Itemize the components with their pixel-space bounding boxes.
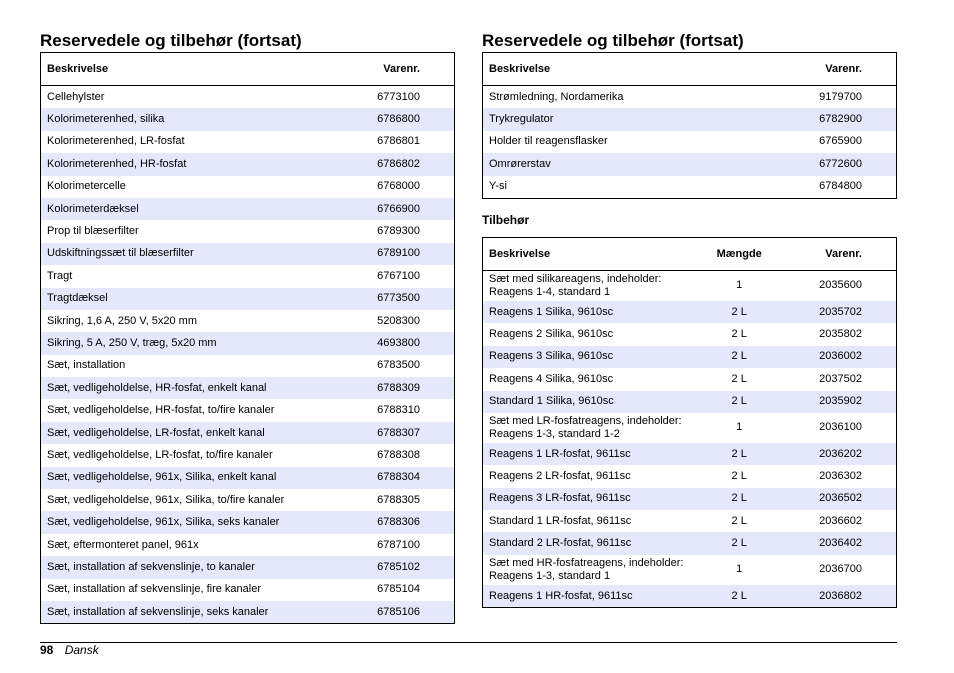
row-item-no: 2036502 <box>781 488 897 510</box>
table-row <box>41 86 455 109</box>
footer-rule <box>40 642 897 643</box>
row-item-no: 2035902 <box>781 391 897 413</box>
row-quantity: 1 <box>736 279 743 292</box>
table-row <box>483 108 897 130</box>
row-description <box>483 585 698 608</box>
table-row <box>41 556 455 578</box>
row-description-line1: Reagens 2 Silika, 9610sc <box>489 328 614 341</box>
header-description: Beskrivelse <box>483 53 806 86</box>
table-row <box>41 332 455 354</box>
table-header-row <box>41 53 455 86</box>
left-column <box>40 30 455 624</box>
row-description <box>483 532 698 554</box>
row-item-no: 2035802 <box>819 328 862 341</box>
row-item-no: 2036700 <box>819 563 862 576</box>
row-item-no: 6784800 <box>819 180 862 193</box>
row-quantity: 2 L <box>731 372 747 385</box>
row-description: Sæt, vedligeholdelse, 961x, Silika, to/fire kanaler <box>47 493 285 506</box>
row-item-no: 6788309 <box>363 377 454 399</box>
row-quantity: 1 <box>736 563 743 576</box>
row-quantity: 2 L <box>698 585 781 608</box>
row-item-no: 2037502 <box>819 372 862 385</box>
row-item-no: 6788307 <box>363 422 454 444</box>
row-description <box>483 510 698 532</box>
accessories-heading: Tilbehør <box>482 212 530 227</box>
table-row <box>41 467 455 489</box>
row-item-no: 6773100 <box>377 90 420 103</box>
table-row <box>483 413 897 443</box>
table-row <box>483 443 897 465</box>
row-item-no: 4693800 <box>363 332 454 354</box>
row-description <box>483 413 698 443</box>
table-row <box>41 579 455 601</box>
table-row <box>41 355 455 377</box>
row-description-line1: Standard 2 LR-fosfat, 9611sc <box>489 537 632 550</box>
row-description-line2: Reagens 1-3, standard 1 <box>489 569 611 582</box>
row-item-no: 6773500 <box>363 288 454 310</box>
row-description: Kolorimeterdæksel <box>41 198 364 220</box>
table-row <box>41 377 455 399</box>
row-description-line1: Reagens 3 Silika, 9610sc <box>489 350 614 363</box>
row-description-line1: Reagens 1 Silika, 9610sc <box>489 305 614 318</box>
table-row <box>483 465 897 487</box>
accessories-body <box>483 270 897 607</box>
row-description: Sæt, vedligeholdelse, LR-fosfat, enkelt kanal <box>41 422 364 444</box>
row-item-no: 5208300 <box>377 314 420 327</box>
row-description <box>483 443 698 465</box>
row-description-line1: Standard 1 Silika, 9610sc <box>489 395 614 408</box>
row-item-no: 6783500 <box>377 359 420 372</box>
row-description <box>483 368 698 390</box>
row-description: Sæt, installation af sekvenslinje, fire kanaler <box>47 583 261 596</box>
table-row <box>483 510 897 532</box>
row-quantity: 2 L <box>698 488 781 510</box>
table-row <box>483 131 897 153</box>
left-page-title: Reservedele og tilbehør (fortsat) <box>40 31 302 50</box>
spare-parts-table-left <box>40 52 455 624</box>
table-row <box>41 601 455 624</box>
table-row <box>483 323 897 345</box>
page-number: 98 <box>40 643 54 657</box>
row-item-no: 6772600 <box>805 153 896 175</box>
row-item-no: 9179700 <box>819 90 862 103</box>
table-row <box>41 511 455 533</box>
row-description: Sæt, installation af sekvenslinje, to kanaler <box>41 556 364 578</box>
table-row <box>41 176 455 198</box>
row-description <box>483 555 698 585</box>
row-description: Kolorimeterenhed, LR-fosfat <box>47 135 185 148</box>
row-item-no: 6788305 <box>377 493 420 506</box>
header-quantity: Mængde <box>698 237 781 270</box>
row-item-no: 6765900 <box>819 135 862 148</box>
row-item-no: 6788308 <box>377 448 420 461</box>
row-description <box>483 346 698 368</box>
row-description <box>483 323 698 345</box>
row-item-no: 2036302 <box>819 469 862 482</box>
row-description-line2: Reagens 1-3, standard 1-2 <box>489 427 620 440</box>
row-description: Sæt, installation <box>47 359 126 372</box>
table-row <box>41 399 455 421</box>
row-quantity: 2 L <box>698 301 781 323</box>
row-item-no: 2036100 <box>819 421 862 434</box>
row-description: Kolorimeterenhed, HR-fosfat <box>41 153 364 175</box>
row-description: Tragt <box>47 269 73 282</box>
header-item-no: Varenr. <box>781 237 897 270</box>
header-item-no: Varenr. <box>805 53 896 86</box>
row-description: Sæt, vedligeholdelse, 961x, Silika, seks kanaler <box>41 511 364 533</box>
row-description: Sikring, 5 A, 250 V, træg, 5x20 mm <box>41 332 364 354</box>
footer-language: Dansk <box>64 643 99 657</box>
table-row <box>41 310 455 332</box>
table-row <box>41 153 455 175</box>
header-description: Beskrivelse <box>483 237 698 270</box>
spare-parts-right-body <box>483 86 897 199</box>
spare-parts-table-right <box>482 52 897 199</box>
table-row <box>41 422 455 444</box>
row-item-no: 2036402 <box>781 532 897 554</box>
row-item-no: 6785106 <box>363 601 454 624</box>
row-quantity: 2 L <box>698 346 781 368</box>
row-item-no: 6785104 <box>377 583 420 596</box>
row-item-no: 6788304 <box>363 467 454 489</box>
row-description: Tragtdæksel <box>41 288 364 310</box>
row-item-no: 6789300 <box>377 225 420 238</box>
table-row <box>483 176 897 199</box>
row-item-no: 6786800 <box>363 108 454 130</box>
table-header-row <box>483 237 897 270</box>
table-row <box>483 301 897 323</box>
row-item-no: 6787100 <box>377 538 420 551</box>
row-item-no: 2036002 <box>781 346 897 368</box>
row-description: Sæt, vedligeholdelse, HR-fosfat, enkelt kanal <box>41 377 364 399</box>
row-description: Sæt, vedligeholdelse, HR-fosfat, to/fire kanaler <box>47 404 275 417</box>
row-description: Prop til blæserfilter <box>47 225 139 238</box>
spare-parts-left-body <box>41 86 455 624</box>
row-description <box>483 488 698 510</box>
row-item-no: 6782900 <box>805 108 896 130</box>
row-item-no: 6768000 <box>377 180 420 193</box>
row-description <box>483 465 698 487</box>
row-description: Cellehylster <box>47 90 105 103</box>
row-description <box>483 270 698 301</box>
row-item-no: 6788306 <box>363 511 454 533</box>
accessories-table <box>482 237 897 608</box>
header-item-no: Varenr. <box>363 53 454 86</box>
header-description: Beskrivelse <box>41 53 364 86</box>
table-row <box>483 86 897 109</box>
row-description-line1: Sæt med silikareagens, indeholder: <box>489 272 662 285</box>
row-item-no: 6767100 <box>377 269 420 282</box>
row-item-no: 6789100 <box>363 243 454 265</box>
table-row <box>41 489 455 511</box>
page-footer <box>40 643 99 657</box>
row-description-line1: Reagens 1 LR-fosfat, 9611sc <box>489 447 631 460</box>
table-row <box>41 534 455 556</box>
table-row <box>41 131 455 153</box>
row-description <box>483 391 698 413</box>
right-column <box>482 30 897 608</box>
row-quantity: 2 L <box>731 328 747 341</box>
row-quantity: 1 <box>736 421 743 434</box>
row-item-no: 6788310 <box>377 404 420 417</box>
row-item-no: 2035600 <box>819 279 862 292</box>
table-row <box>41 243 455 265</box>
row-description-line1: Sæt med HR-fosfatreagens, indeholder: <box>489 556 684 569</box>
table-row <box>483 346 897 368</box>
row-item-no: 6785102 <box>363 556 454 578</box>
row-description-line1: Standard 1 LR-fosfat, 9611sc <box>489 514 632 527</box>
row-item-no: 6786801 <box>377 135 420 148</box>
row-description: Sæt, vedligeholdelse, 961x, Silika, enkelt kanal <box>41 467 364 489</box>
row-description-line1: Sæt med LR-fosfatreagens, indeholder: <box>489 414 682 427</box>
table-row <box>41 108 455 130</box>
row-item-no: 2036802 <box>781 585 897 608</box>
row-item-no: 2036602 <box>819 514 862 527</box>
row-description: Strømledning, Nordamerika <box>489 90 624 103</box>
row-quantity: 2 L <box>698 443 781 465</box>
table-row <box>483 153 897 175</box>
row-quantity: 2 L <box>731 469 747 482</box>
row-description-line1: Reagens 3 LR-fosfat, 9611sc <box>489 492 631 505</box>
table-header-row <box>483 53 897 86</box>
table-row <box>483 488 897 510</box>
table-row <box>483 555 897 585</box>
row-description: Sæt, vedligeholdelse, LR-fosfat, to/fire kanaler <box>47 448 273 461</box>
row-item-no: 2036202 <box>781 443 897 465</box>
row-description-line1: Reagens 2 LR-fosfat, 9611sc <box>489 469 631 482</box>
row-quantity: 2 L <box>698 391 781 413</box>
table-row <box>41 220 455 242</box>
row-item-no: 6786802 <box>363 153 454 175</box>
row-item-no: 6766900 <box>363 198 454 220</box>
row-description: Kolorimetercelle <box>47 180 126 193</box>
row-description: Trykregulator <box>483 108 806 130</box>
row-description <box>483 301 698 323</box>
row-description-line1: Reagens 4 Silika, 9610sc <box>489 372 614 385</box>
table-row <box>483 270 897 301</box>
table-row <box>41 444 455 466</box>
table-row <box>41 265 455 287</box>
row-description: Kolorimeterenhed, silika <box>41 108 364 130</box>
right-page-title: Reservedele og tilbehør (fortsat) <box>482 31 744 50</box>
table-row <box>41 288 455 310</box>
row-description-line2: Reagens 1-4, standard 1 <box>489 285 611 298</box>
row-quantity: 2 L <box>698 532 781 554</box>
table-row <box>41 198 455 220</box>
row-description: Sikring, 1,6 A, 250 V, 5x20 mm <box>47 314 198 327</box>
row-description: Sæt, eftermonteret panel, 961x <box>47 538 199 551</box>
table-row <box>483 391 897 413</box>
row-description: Holder til reagensflasker <box>489 135 608 148</box>
table-row <box>483 532 897 554</box>
row-description: Udskiftningssæt til blæserfilter <box>41 243 364 265</box>
row-quantity: 2 L <box>731 514 747 527</box>
row-description-line1: Reagens 1 HR-fosfat, 9611sc <box>489 589 633 602</box>
row-description: Omrørerstav <box>483 153 806 175</box>
row-description: Y-si <box>489 180 507 193</box>
table-row <box>483 585 897 608</box>
row-description: Sæt, installation af sekvenslinje, seks kanaler <box>41 601 364 624</box>
row-item-no: 2035702 <box>781 301 897 323</box>
table-row <box>483 368 897 390</box>
